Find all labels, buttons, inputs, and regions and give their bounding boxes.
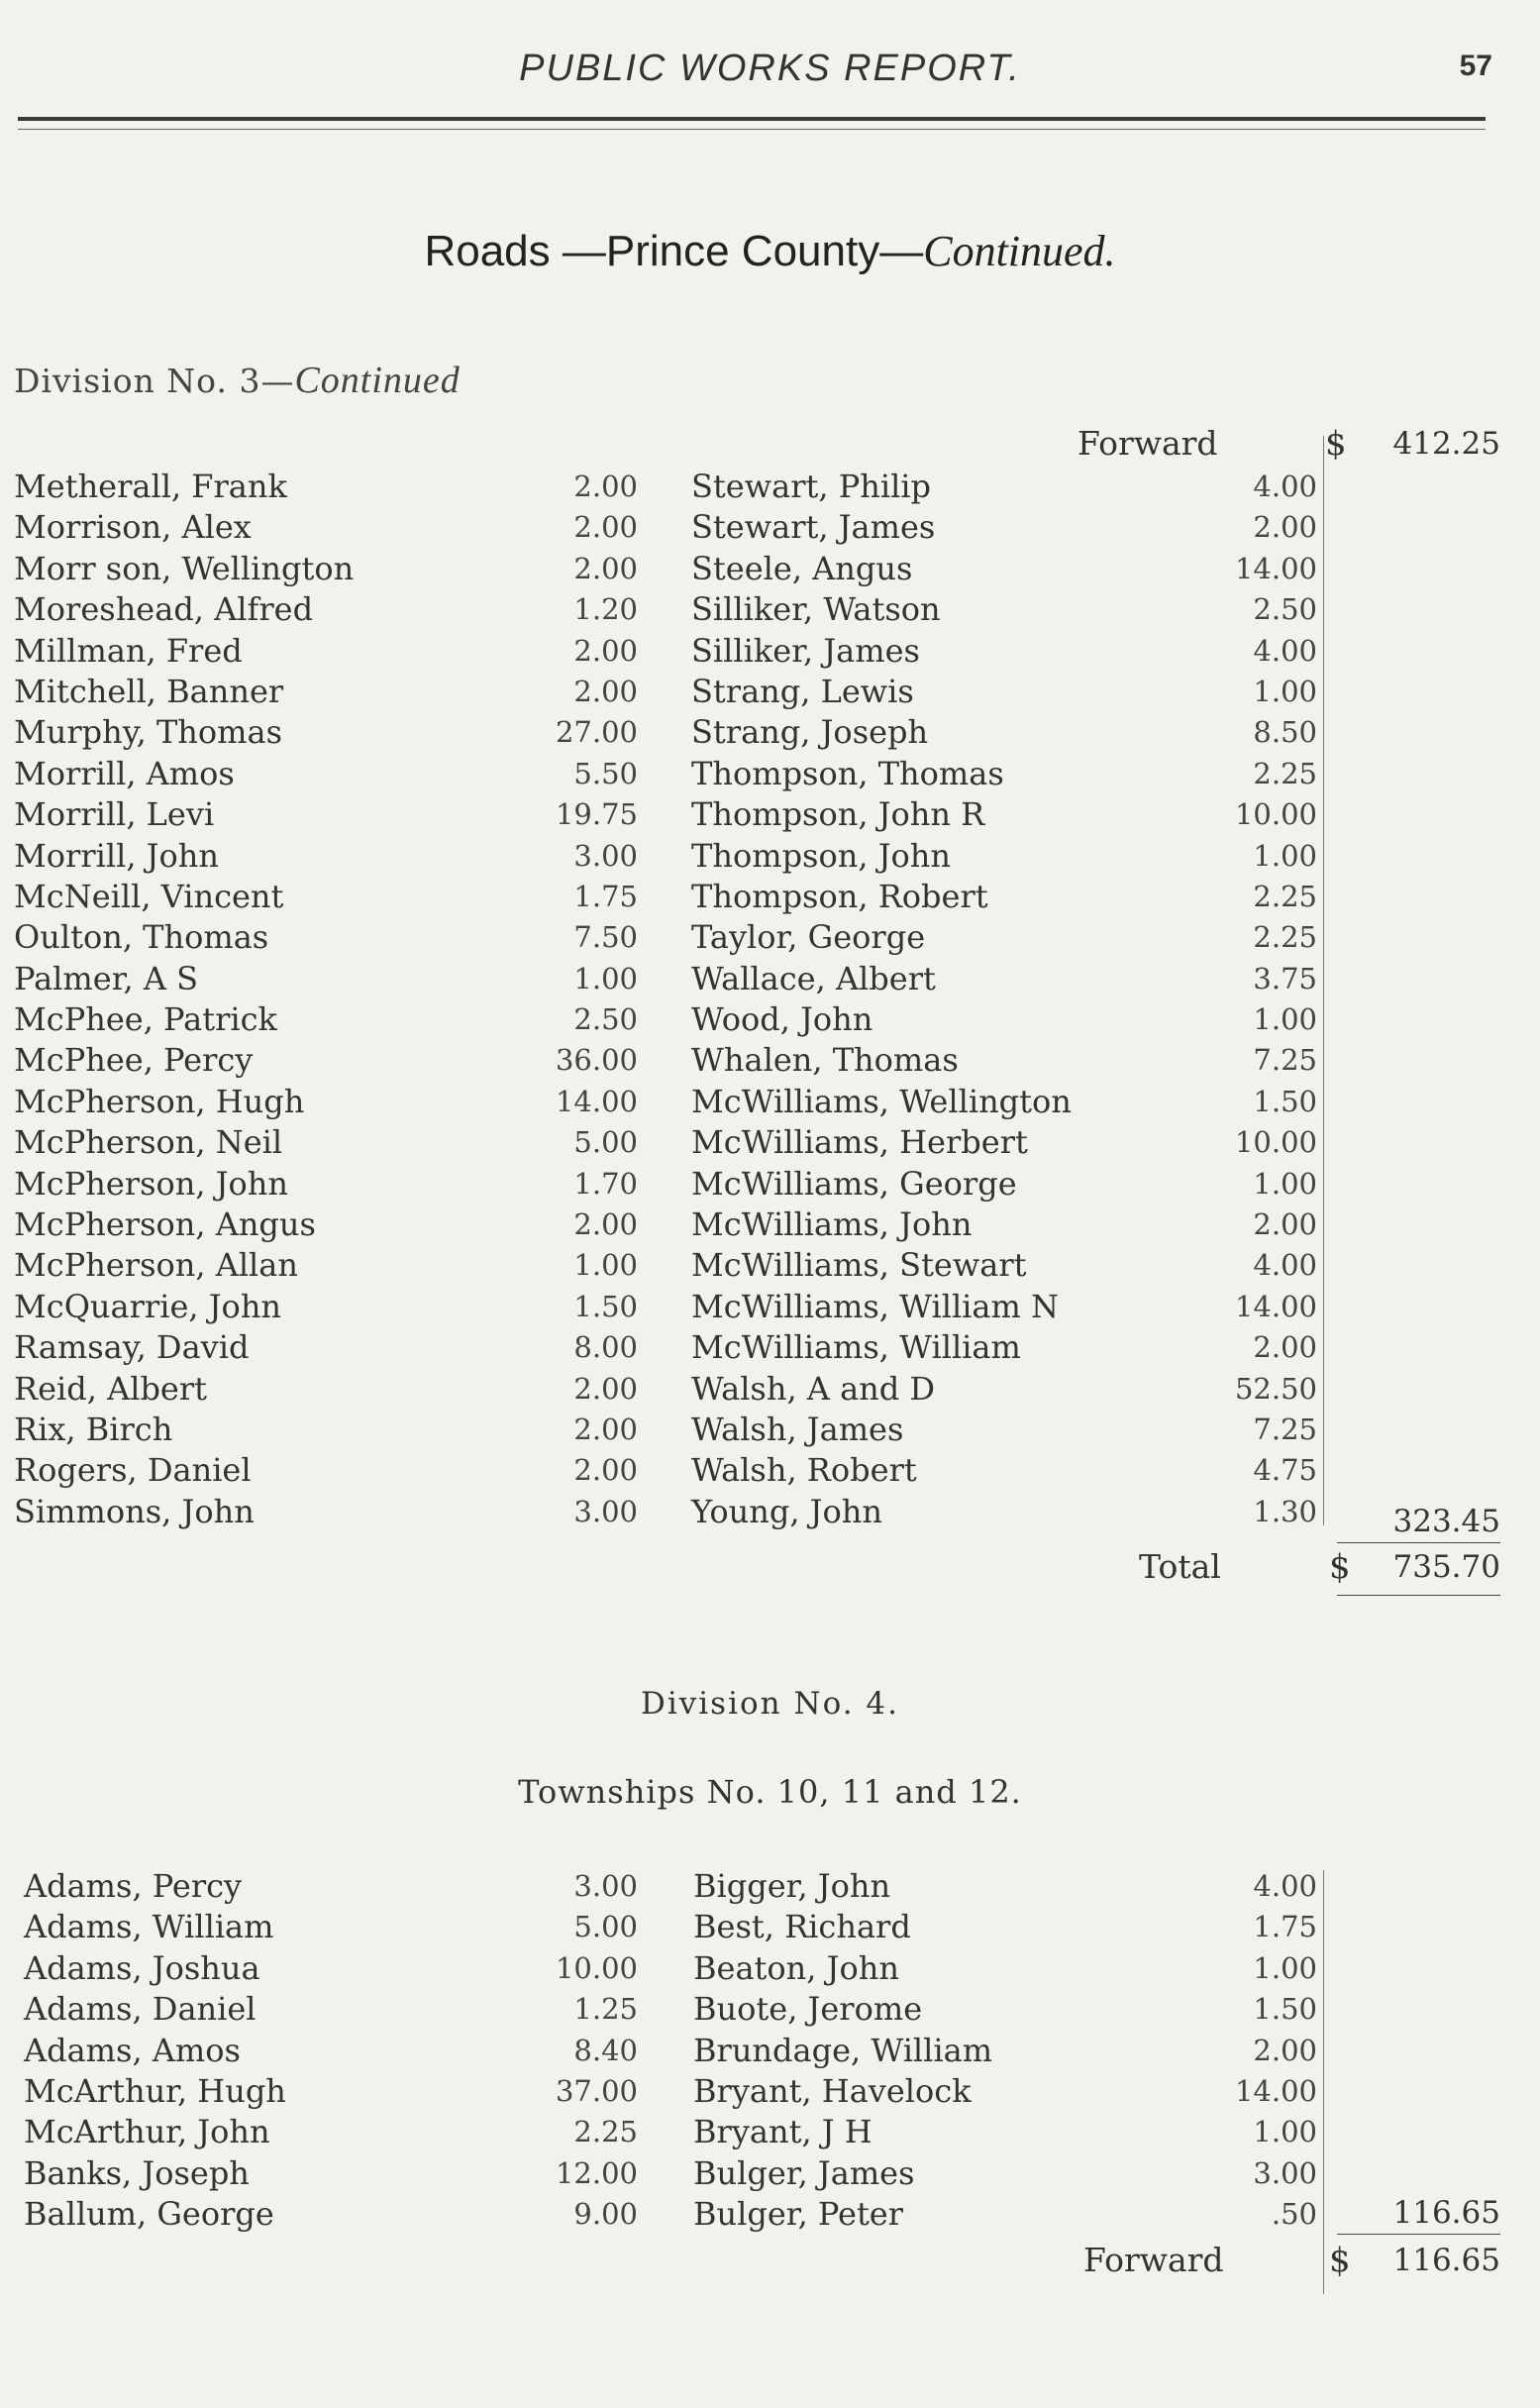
header-rule-thin [18, 129, 1486, 130]
payment-amount: 3.00 [573, 1494, 638, 1528]
payment-amount: 1.50 [1253, 1992, 1317, 2027]
division-3-forward-amount: 412.25 [1392, 426, 1500, 462]
division-4-right-entry [693, 2112, 1317, 2152]
payee-name: Mitchell, Banner [14, 672, 284, 710]
division-4-subtotal: 116.65 [1392, 2195, 1500, 2231]
division-3-left-entry [14, 1410, 638, 1450]
payment-amount: 1.75 [573, 879, 638, 913]
division-3-right-entry [691, 1245, 1317, 1286]
payee-name: Steele, Angus [691, 549, 913, 587]
payee-name: McPherson, Angus [14, 1205, 316, 1244]
payee-name: McPherson, Allan [14, 1246, 298, 1285]
payee-name: Reid, Albert [14, 1369, 208, 1408]
payment-amount: 2.25 [1253, 920, 1317, 955]
payment-amount: 2.00 [573, 1207, 638, 1242]
division-3-left-entry [14, 1450, 638, 1491]
payment-amount: 8.40 [573, 2033, 638, 2067]
payment-amount: 2.00 [573, 1371, 638, 1406]
payment-amount: 1.30 [1253, 1494, 1317, 1528]
payee-name: Moreshead, Alfred [14, 590, 314, 629]
payee-name: Adams, Amos [24, 2031, 241, 2069]
division-3-left-entry [14, 959, 638, 999]
division-4-heading: Division No. 4. [640, 1686, 900, 1722]
payee-name: Morr son, Wellington [14, 549, 355, 587]
payee-name: Banks, Joseph [24, 2153, 250, 2192]
payee-name: McArthur, Hugh [24, 2071, 286, 2110]
payee-name: Young, John [691, 1492, 882, 1530]
payee-name: Millman, Fred [14, 631, 243, 670]
payee-name: Strang, Joseph [691, 713, 929, 752]
payment-amount: 2.00 [573, 510, 638, 545]
payee-name: Thompson, John R [691, 795, 985, 834]
division-3-left-entry [14, 631, 638, 672]
division-3-right-entry [691, 1164, 1317, 1204]
division-4-left-entry [24, 2153, 638, 2194]
division-4-right-entry [693, 2071, 1317, 2112]
division-4-left-entry [24, 2112, 638, 2152]
division-3-left-entry [14, 1122, 638, 1163]
payment-amount: 2.50 [1253, 592, 1317, 627]
division-3-right-entry [691, 959, 1317, 999]
running-head [0, 48, 1540, 97]
division-3-right-entry [691, 631, 1317, 672]
section-title-main: Roads —Prince County— [424, 227, 924, 275]
division-3-right-entry [691, 1369, 1317, 1410]
division-3-right-list [691, 467, 1317, 1532]
division-3-column-rule [1323, 436, 1324, 1525]
payment-amount: 1.00 [573, 1248, 638, 1283]
payee-name: Adams, Daniel [24, 1990, 257, 2029]
payee-name: McNeill, Vincent [14, 877, 284, 915]
payee-name: Walsh, A and D [691, 1369, 936, 1408]
division-3-right-entry [691, 1122, 1317, 1163]
header-rule-thick [18, 117, 1486, 121]
payment-amount: 2.00 [573, 674, 638, 708]
payee-name: McWilliams, Herbert [691, 1123, 1028, 1162]
payment-amount: 7.50 [573, 920, 638, 955]
division-3-right-entry [691, 1492, 1317, 1532]
division-3-left-entry [14, 1204, 638, 1245]
payment-amount: 5.50 [573, 756, 638, 790]
payee-name: Morrill, Amos [14, 754, 235, 792]
payment-amount: 5.00 [573, 1125, 638, 1160]
payee-name: McPhee, Patrick [14, 1000, 277, 1039]
division-3-total-label: Total [1139, 1547, 1221, 1586]
division-3-left-entry [14, 1369, 638, 1410]
division-3-left-entry [14, 917, 638, 958]
payment-amount: 14.00 [1234, 2073, 1317, 2108]
payee-name: Adams, Percy [24, 1867, 243, 1905]
payee-name: Rogers, Daniel [14, 1451, 252, 1490]
division-4-right-entry [693, 1989, 1317, 2030]
division-4-left-list [24, 1866, 638, 2236]
division-3-right-entry [691, 836, 1317, 877]
payment-amount: 2.00 [1253, 1207, 1317, 1242]
payment-amount: 1.50 [1253, 1084, 1317, 1118]
payment-amount: 3.00 [573, 1869, 638, 1903]
division-3-forward-dollar: $ [1325, 424, 1347, 464]
division-3-total-dollar: $ [1329, 1547, 1351, 1587]
payment-amount: 2.00 [1253, 1330, 1317, 1365]
payment-amount: 1.00 [1253, 838, 1317, 873]
division-3-right-entry [691, 712, 1317, 753]
payee-name: Thompson, Robert [691, 877, 988, 915]
payment-amount: 7.25 [1253, 1412, 1317, 1446]
division-4-column-rule [1323, 1870, 1324, 2294]
payment-amount: 2.00 [1253, 2033, 1317, 2067]
payment-amount: 1.00 [1253, 2115, 1317, 2149]
payee-name: McWilliams, William N [691, 1287, 1059, 1325]
payment-amount: 1.25 [573, 1992, 638, 2027]
division-3-left-entry [14, 507, 638, 548]
payee-name: McWilliams, Wellington [691, 1082, 1072, 1120]
payment-amount: 2.00 [1253, 510, 1317, 545]
payee-name: Walsh, Robert [691, 1451, 917, 1490]
payee-name: Wood, John [691, 1000, 873, 1039]
division-3-left-entry [14, 589, 638, 630]
payment-amount: 1.00 [573, 961, 638, 995]
division-3-left-entry [14, 836, 638, 877]
payment-amount: 3.00 [573, 838, 638, 873]
payee-name: Adams, Joshua [24, 1948, 260, 1987]
payee-name: Silliker, Watson [691, 590, 941, 629]
payment-amount: 2.00 [573, 551, 638, 585]
division-4-left-entry [24, 1907, 638, 1947]
division-3-left-entry [14, 467, 638, 507]
payment-amount: 4.00 [1253, 633, 1317, 668]
division-3-right-entry [691, 589, 1317, 630]
payment-amount: 8.50 [1253, 715, 1317, 750]
payee-name: Adams, William [24, 1908, 274, 1946]
payee-name: Beaton, John [693, 1948, 899, 1987]
division-4-right-entry [693, 2153, 1317, 2194]
division-3-right-entry [691, 1204, 1317, 1245]
payment-amount: 14.00 [1234, 551, 1317, 585]
section-title [0, 226, 1540, 276]
division-4-right-entry [693, 1948, 1317, 1989]
division-3-right-entry [691, 1287, 1317, 1327]
division-3-right-entry [691, 1040, 1317, 1081]
division-3-right-entry [691, 917, 1317, 958]
payee-name: McWilliams, John [691, 1205, 973, 1244]
payee-name: Walsh, James [691, 1410, 904, 1448]
payment-amount: 3.00 [1253, 2155, 1317, 2190]
payee-name: Rix, Birch [14, 1410, 173, 1448]
division-4-left-entry [24, 1948, 638, 1989]
division-3-left-entry [14, 1164, 638, 1204]
payment-amount: 5.00 [573, 1910, 638, 1944]
payment-amount: 52.50 [1234, 1371, 1317, 1406]
payee-name: Whalen, Thomas [691, 1041, 959, 1080]
division-3-right-entry [691, 1410, 1317, 1450]
payment-amount: 2.00 [573, 633, 638, 668]
payment-amount: 1.00 [1253, 1002, 1317, 1037]
payment-amount: 10.00 [555, 1950, 638, 1985]
division-4-right-entry [693, 2031, 1317, 2071]
division-3-right-entry [691, 467, 1317, 507]
division-4-left-entry [24, 2031, 638, 2071]
payee-name: Silliker, James [691, 631, 920, 670]
payment-amount: 2.25 [1253, 879, 1317, 913]
division-3-total-rule [1337, 1595, 1500, 1596]
division-3-left-entry [14, 672, 638, 712]
payment-amount: 2.00 [573, 1412, 638, 1446]
payment-amount: 19.75 [555, 797, 638, 832]
division-3-right-entry [691, 507, 1317, 548]
payee-name: Taylor, George [691, 918, 926, 957]
division-4-right-list [693, 1866, 1317, 2236]
payment-amount: 37.00 [555, 2073, 638, 2108]
division-3-right-entry [691, 1450, 1317, 1491]
division-3-heading [14, 359, 461, 402]
division-4-left-entry [24, 2071, 638, 2112]
payee-name: Palmer, A S [14, 959, 199, 997]
division-3-right-entry [691, 1082, 1317, 1122]
payee-name: Oulton, Thomas [14, 918, 269, 957]
division-3-continued: Continued [294, 360, 461, 401]
division-3-right-entry [691, 549, 1317, 589]
payee-name: Ramsay, David [14, 1328, 250, 1367]
division-3-left-entry [14, 877, 638, 917]
division-4-right-entry [693, 1907, 1317, 1947]
payee-name: Metherall, Frank [14, 468, 287, 505]
payment-amount: 12.00 [555, 2155, 638, 2190]
division-3-right-entry [691, 1327, 1317, 1368]
division-3-subtotal: 323.45 [1392, 1504, 1500, 1539]
division-3-left-entry [14, 1245, 638, 1286]
payment-amount: 2.25 [1253, 756, 1317, 790]
payment-amount: 14.00 [555, 1084, 638, 1118]
payment-amount: 3.75 [1253, 961, 1317, 995]
payee-name: Thompson, John [691, 836, 951, 875]
payee-name: Brundage, William [693, 2031, 993, 2069]
division-3-total-amount: 735.70 [1392, 1549, 1500, 1585]
payment-amount: 1.00 [1253, 674, 1317, 708]
payee-name: Stewart, James [691, 508, 936, 547]
payment-amount: 14.00 [1234, 1289, 1317, 1323]
payee-name: McPherson, Neil [14, 1123, 283, 1162]
payment-amount: 4.00 [1253, 1869, 1317, 1903]
division-3-right-entry [691, 754, 1317, 794]
division-4-left-entry [24, 1989, 638, 2030]
division-4-right-entry [693, 2194, 1317, 2235]
payee-name: Strang, Lewis [691, 672, 914, 710]
page-number: 57 [1459, 50, 1492, 82]
payee-name: Bryant, J H [693, 2113, 873, 2151]
payee-name: McPhee, Percy [14, 1041, 254, 1080]
payment-amount: 8.00 [573, 1330, 638, 1365]
division-4-subtotal-rule [1337, 2234, 1500, 2235]
payment-amount: 1.00 [1253, 1166, 1317, 1201]
division-4-townships: Townships No. 10, 11 and 12. [518, 1773, 1022, 1811]
payment-amount: 1.00 [1253, 1950, 1317, 1985]
payment-amount: 4.00 [1253, 1248, 1317, 1283]
payment-amount: 4.75 [1253, 1453, 1317, 1488]
payee-name: Simmons, John [14, 1492, 255, 1530]
payee-name: McPherson, John [14, 1164, 289, 1203]
payee-name: Thompson, Thomas [691, 754, 1004, 792]
division-4-forward-dollar: $ [1329, 2241, 1351, 2280]
payment-amount: 10.00 [1234, 1125, 1317, 1160]
payment-amount: 1.50 [573, 1289, 638, 1323]
payee-name: McWilliams, George [691, 1164, 1017, 1203]
payment-amount: 2.50 [573, 1002, 638, 1037]
payee-name: McQuarrie, John [14, 1287, 282, 1325]
payee-name: Morrill, Levi [14, 795, 215, 834]
payee-name: Wallace, Albert [691, 959, 936, 997]
payment-amount: 4.00 [1253, 470, 1317, 503]
payee-name: Bryant, Havelock [693, 2071, 972, 2110]
division-4-right-entry [693, 1866, 1317, 1907]
payment-amount: 36.00 [555, 1043, 638, 1078]
payment-amount: 10.00 [1234, 797, 1317, 832]
payment-amount: 9.00 [573, 2197, 638, 2232]
division-3-left-entry [14, 794, 638, 835]
payee-name: Best, Richard [693, 1908, 911, 1946]
division-3-right-entry [691, 794, 1317, 835]
payee-name: Bulger, Peter [693, 2195, 904, 2234]
division-4-forward-amount: 116.65 [1392, 2243, 1500, 2278]
division-3-left-entry [14, 712, 638, 753]
payee-name: McWilliams, William [691, 1328, 1021, 1367]
payment-amount: 1.20 [573, 592, 638, 627]
division-3-right-entry [691, 672, 1317, 712]
division-3-left-entry [14, 549, 638, 589]
division-3-right-entry [691, 999, 1317, 1040]
division-3-left-entry [14, 754, 638, 794]
division-3-left-entry [14, 1327, 638, 1368]
payment-amount: 1.75 [1253, 1910, 1317, 1944]
section-title-continued: Continued. [923, 227, 1116, 275]
payee-name: Stewart, Philip [691, 468, 932, 505]
division-3-forward-label: Forward [1078, 424, 1218, 463]
payee-name: Murphy, Thomas [14, 713, 282, 752]
payee-name: Ballum, George [24, 2195, 274, 2234]
payee-name: Buote, Jerome [693, 1990, 923, 2029]
division-3-left-entry [14, 1082, 638, 1122]
division-3-subtotal-rule [1337, 1542, 1500, 1543]
payment-amount: 7.25 [1253, 1043, 1317, 1078]
payment-amount: 2.00 [573, 470, 638, 503]
division-3-left-list [14, 467, 638, 1532]
payee-name: Morrison, Alex [14, 508, 252, 547]
payee-name: McArthur, John [24, 2113, 270, 2151]
division-3-left-entry [14, 1492, 638, 1532]
payee-name: Bulger, James [693, 2153, 915, 2192]
division-3-left-entry [14, 1040, 638, 1081]
running-title: PUBLIC WORKS REPORT. [519, 48, 1021, 89]
division-4-left-entry [24, 1866, 638, 1907]
division-3-left-entry [14, 1287, 638, 1327]
payee-name: Bigger, John [693, 1867, 891, 1905]
division-3-left-entry [14, 999, 638, 1040]
payment-amount: .50 [1271, 2197, 1317, 2232]
division-3-label: Division No. 3— [14, 362, 295, 400]
division-4-left-entry [24, 2194, 638, 2235]
payment-amount: 27.00 [555, 715, 638, 750]
payee-name: Morrill, John [14, 836, 219, 875]
payee-name: McPherson, Hugh [14, 1082, 305, 1120]
payment-amount: 1.70 [573, 1166, 638, 1201]
payee-name: McWilliams, Stewart [691, 1246, 1027, 1285]
division-3-right-entry [691, 877, 1317, 917]
payment-amount: 2.25 [573, 2115, 638, 2149]
division-4-forward-label: Forward [1083, 2241, 1224, 2279]
payment-amount: 2.00 [573, 1453, 638, 1488]
